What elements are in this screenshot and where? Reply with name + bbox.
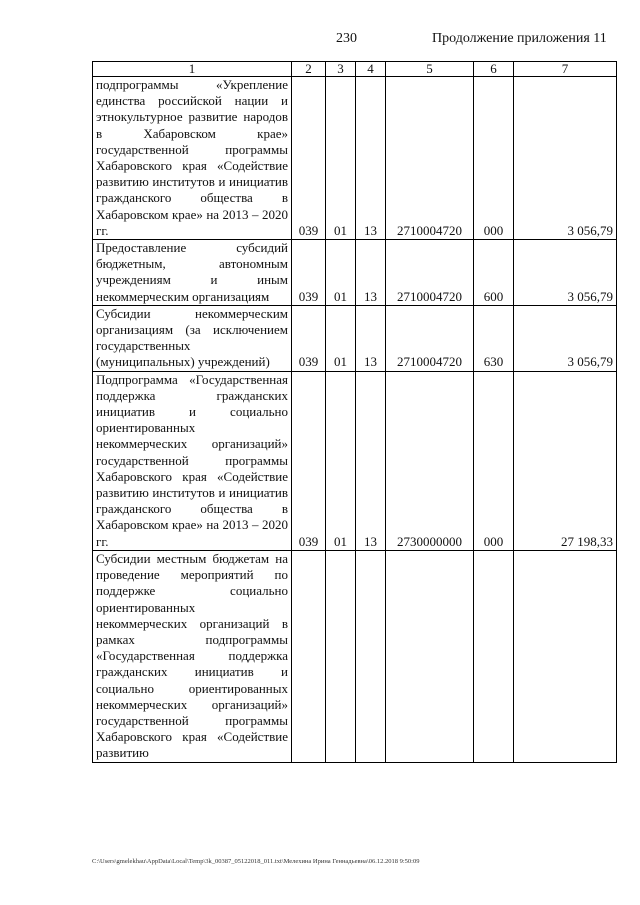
cell-subsection: 13: [356, 240, 386, 306]
cell-amount: 27 198,33: [514, 371, 617, 550]
table-row: [93, 371, 617, 550]
column-header: 7: [514, 62, 617, 77]
cell-code-ministry: 039: [292, 77, 326, 240]
cell-amount: [514, 550, 617, 762]
cell-subsection: [356, 550, 386, 762]
appendix-continuation-label: Продолжение приложения 11: [432, 31, 607, 46]
cell-expense-type: 000: [474, 371, 514, 550]
row-name: Предоставление субсидий бюджетным, автономным учреждениям и иным некоммерческим организациям: [93, 240, 292, 306]
cell-subsection: 13: [356, 305, 386, 371]
cell-target-article: 2710004720: [386, 77, 474, 240]
column-header: 5: [386, 62, 474, 77]
column-header: 2: [292, 62, 326, 77]
cell-section: 01: [326, 77, 356, 240]
row-name: Субсидии местным бюджетам на проведение мероприятий по поддержке социально ориентированных некоммерческих организаций в рамках подпрограммы «Государственная поддержка гражданских инициатив и социально ориентированных некоммерческих организаций» государственной программы Хабаровского края «Содействие развитию: [93, 550, 292, 762]
cell-code-ministry: 039: [292, 305, 326, 371]
cell-section: 01: [326, 371, 356, 550]
table-row: [93, 305, 617, 371]
cell-expense-type: 000: [474, 77, 514, 240]
column-header: 3: [326, 62, 356, 77]
cell-subsection: 13: [356, 77, 386, 240]
column-header: 4: [356, 62, 386, 77]
file-path-footer: C:\Users\gmelekhau\AppData\Local\Temp\3k_00387_05122018_011.txt\Мелехина Ирина Геннадьевна\06.12.2018 9:50:09: [92, 858, 420, 865]
cell-expense-type: [474, 550, 514, 762]
cell-target-article: 2730000000: [386, 371, 474, 550]
row-name: Подпрограмма «Государственная поддержка гражданских инициатив и социально ориентированных некоммерческих организаций» государственной программы Хабаровского края «Содействие развитию институтов и инициатив гражданского общества в Хабаровском крае» на 2013 – 2020 гг.: [93, 371, 292, 550]
cell-expense-type: 630: [474, 305, 514, 371]
row-name: подпрограммы «Укрепление единства российской нации и этнокультурное развитие народов в Хабаровском крае» государственной программы Хабаровского края «Содействие развитию институтов и инициатив гражданского общества в Хабаровском крае» на 2013 – 2020 гг.: [93, 77, 292, 240]
table-row: [93, 77, 617, 240]
cell-amount: 3 056,79: [514, 305, 617, 371]
column-header: 1: [93, 62, 292, 77]
cell-amount: 3 056,79: [514, 240, 617, 306]
column-header: 6: [474, 62, 514, 77]
cell-code-ministry: 039: [292, 371, 326, 550]
budget-table: [92, 61, 617, 763]
page-number: 230: [336, 31, 357, 46]
table-row: [93, 240, 617, 306]
cell-expense-type: 600: [474, 240, 514, 306]
cell-subsection: 13: [356, 371, 386, 550]
cell-section: [326, 550, 356, 762]
cell-code-ministry: 039: [292, 240, 326, 306]
cell-section: 01: [326, 240, 356, 306]
cell-code-ministry: [292, 550, 326, 762]
cell-target-article: 2710004720: [386, 240, 474, 306]
cell-target-article: 2710004720: [386, 305, 474, 371]
cell-target-article: [386, 550, 474, 762]
row-name: Субсидии некоммерческим организациям (за исключением государственных (муниципальных) учреждений): [93, 305, 292, 371]
cell-section: 01: [326, 305, 356, 371]
cell-amount: 3 056,79: [514, 77, 617, 240]
table-row: [93, 550, 617, 762]
table-header-row: [93, 62, 617, 77]
